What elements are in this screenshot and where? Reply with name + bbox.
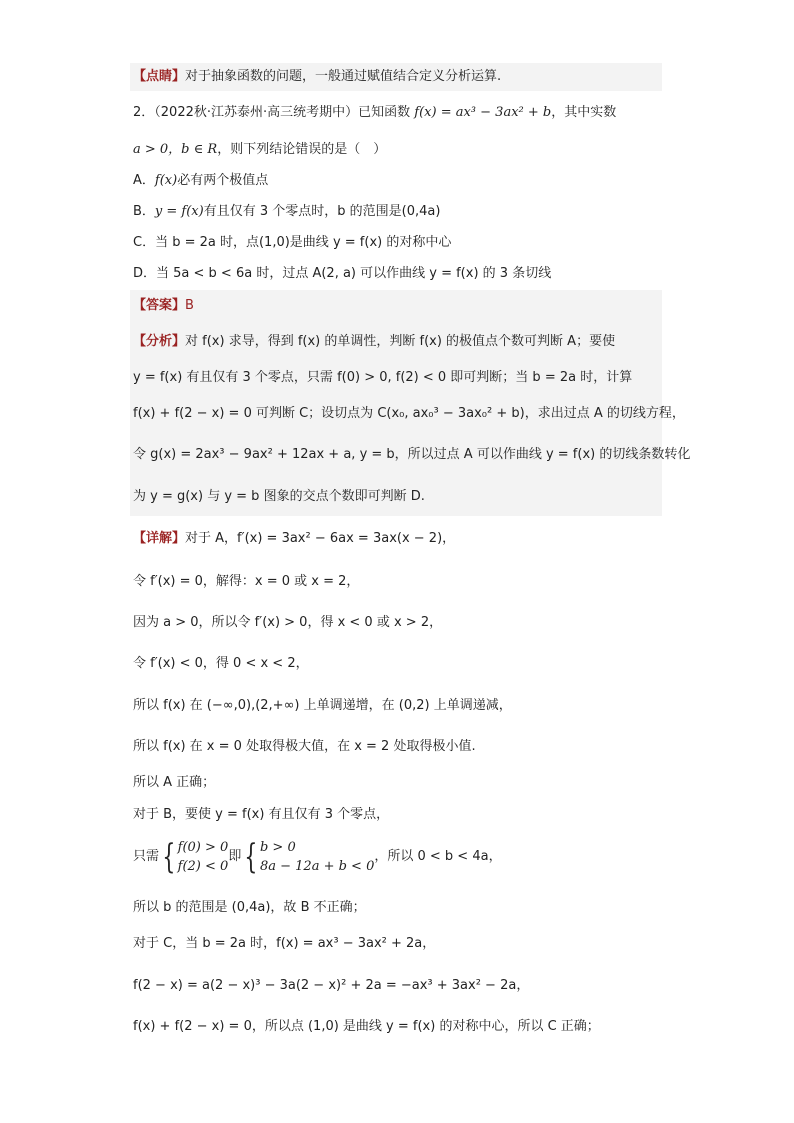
question-source: （2022秋·江苏泰州·高三统考期中）已知函数 bbox=[154, 105, 411, 120]
detail-line-1: 【详解】对于 A，f′(x) = 3ax² − 6ax = 3ax(x − 2)， bbox=[133, 531, 456, 546]
detail-label: 【详解】 bbox=[133, 531, 186, 546]
question-line-2 bbox=[133, 140, 386, 160]
question-number: 2． bbox=[133, 105, 155, 120]
analysis-label: 【分析】 bbox=[133, 334, 186, 349]
detail-line-9: 所以 b 的范围是 (0,4a)，故 B 不正确； bbox=[133, 900, 366, 915]
detail-line-5: 所以 f(x) 在 (−∞,0),(2,+∞) 上单调递增，在 (0,2) 上单调递减， bbox=[133, 698, 512, 713]
detail-line-2: 令 f′(x) = 0，解得：x = 0 或 x = 2， bbox=[133, 574, 360, 589]
analysis-line-3: f(x) + f(2 − x) = 0 可判断 C；设切点为 C(x₀, ax₀³ − 3ax₀² + b)，求出过点 A 的切线方程， bbox=[133, 406, 685, 421]
option-b: B．y = f(x)有且仅有 3 个零点时，b 的范围是(0,4a) bbox=[133, 204, 441, 219]
analysis-line-1: 【分析】对 f(x) 求导，得到 f(x) 的单调性，判断 f(x) 的极值点个数可判断 A；要使 bbox=[133, 334, 616, 349]
question-function: f(x) = ax³ − 3ax² + b bbox=[414, 105, 552, 120]
analysis-line-2: y = f(x) 有且仅有 3 个零点，只需 f(0) > 0, f(2) < 0 即可判断；当 b = 2a 时，计算 bbox=[133, 370, 633, 385]
answer-analysis-band bbox=[130, 290, 662, 516]
answer-value: B bbox=[185, 298, 194, 313]
left-brace-2: { bbox=[244, 837, 258, 877]
option-a: A．f(x)必有两个极值点 bbox=[133, 173, 269, 188]
left-brace-1: { bbox=[162, 837, 176, 877]
detail-line-3: 因为 a > 0，所以令 f′(x) > 0，得 x < 0 或 x > 2， bbox=[133, 615, 443, 630]
answer-label: 【答案】 bbox=[133, 298, 186, 313]
analysis-line-4: 令 g(x) = 2ax³ − 9ax² + 12ax + a, y = b，所以过点 A 可以作曲线 y = f(x) 的切线条数转化 bbox=[133, 447, 691, 462]
dianjing-label: 【点睛】 bbox=[133, 69, 186, 84]
detail-line-12: f(x) + f(2 − x) = 0，所以点 (1,0) 是曲线 y = f(x) 的对称中心，所以 C 正确； bbox=[133, 1019, 600, 1034]
answer-line bbox=[133, 296, 194, 316]
dianjing-text: 对于抽象函数的问题，一般通过赋值结合定义分析运算. bbox=[185, 69, 502, 84]
detail-line-10: 对于 C，当 b = 2a 时，f(x) = ax³ − 3ax² + 2a， bbox=[133, 936, 436, 951]
system-right: b > 0 8a − 12a + b < 0 bbox=[259, 840, 375, 874]
detail-line-6: 所以 f(x) 在 x = 0 处取得极大值，在 x = 2 处取得极小值. bbox=[133, 739, 476, 754]
question-condition-tail: ，则下列结论错误的是（ ） bbox=[217, 142, 387, 157]
option-c: C．当 b = 2a 时，点(1,0)是曲线 y = f(x) 的对称中心 bbox=[133, 235, 452, 250]
detail-system-line: 只需{ f(0) > 0 f(2) < 0即{ b > 0 8a − 12a + b < 0，所以 0 < b < 4a， bbox=[133, 837, 502, 877]
option-d: D．当 5a < b < 6a 时，过点 A(2, a) 可以作曲线 y = f(x) 的 3 条切线 bbox=[133, 266, 552, 281]
detail-line-11: f(2 − x) = a(2 − x)³ − 3a(2 − x)² + 2a = −ax³ + 3ax² − 2a， bbox=[133, 978, 530, 993]
question-line-1 bbox=[133, 103, 616, 123]
question-condition: a > 0，b ∈ R bbox=[133, 142, 218, 157]
analysis-line-5: 为 y = g(x) 与 y = b 图象的交点个数即可判断 D. bbox=[133, 489, 425, 504]
detail-line-4: 令 f′(x) < 0，得 0 < x < 2， bbox=[133, 656, 309, 671]
dianjing-line bbox=[133, 67, 501, 87]
system-left: f(0) > 0 f(2) < 0 bbox=[177, 840, 229, 874]
detail-line-8: 对于 B，要使 y = f(x) 有且仅有 3 个零点， bbox=[133, 807, 390, 822]
detail-line-7: 所以 A 正确； bbox=[133, 775, 216, 790]
question-tail: ，其中实数 bbox=[551, 105, 617, 120]
